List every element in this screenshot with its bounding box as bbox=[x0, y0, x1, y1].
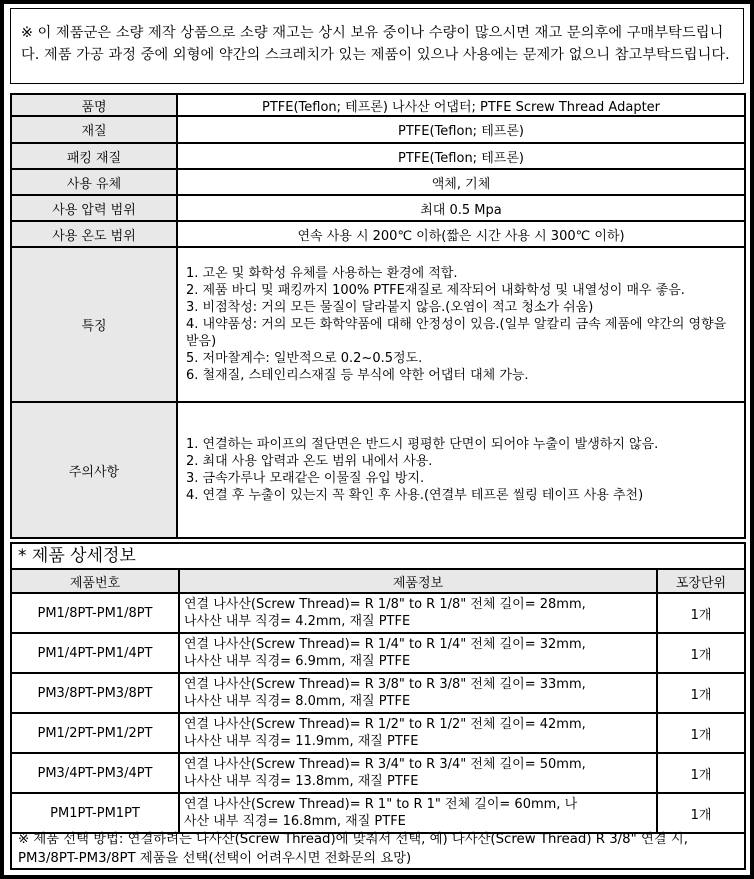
feature-line: 4. 내약품성: 거의 모든 화학약품에 대해 안정성이 있음.(일부 알칼리 금속 제품에 약간의 영향을 받음) bbox=[186, 317, 727, 349]
page bbox=[4, 4, 750, 875]
features-list bbox=[177, 247, 745, 402]
features-row bbox=[11, 247, 745, 402]
product-code: PM1/2PT-PM1/2PT bbox=[11, 713, 179, 753]
stock-notice: ※ 이 제품군은 소량 제작 상품으로 소량 재고는 상시 보유 중이나 수량이 많으시면 재고 문의후에 구매부탁드립니다. 제품 가공 과정 중에 외형에 약간의 스크레치가 있는 제품이 있으나 사용에는 문제가 없으니 참고부탁드립니다. bbox=[10, 8, 744, 84]
product-code: PM1PT-PM1PT bbox=[11, 793, 179, 833]
cautions-list bbox=[177, 402, 745, 538]
spec-value: PTFE(Teflon; 테프론) 나사산 어댑터; PTFE Screw Thread Adapter bbox=[177, 94, 745, 116]
product-row bbox=[11, 673, 745, 713]
product-code: PM3/4PT-PM3/4PT bbox=[11, 753, 179, 793]
product-info-line: 나사산 내부 직경= 13.8mm, 재질 PTFE bbox=[184, 774, 419, 789]
product-unit: 1개 bbox=[657, 673, 745, 713]
header-code: 제품번호 bbox=[11, 569, 179, 593]
spec-value: 액체, 기체 bbox=[177, 169, 745, 195]
caution-line: 1. 연결하는 파이프의 절단면은 반드시 평평한 단면이 되어야 누출이 발생하지 않음. bbox=[186, 437, 659, 452]
product-info bbox=[179, 673, 657, 713]
product-info-line: 연결 나사산(Screw Thread)= R 1/2" to R 1/2" 전체 길이= 42mm, bbox=[184, 717, 586, 732]
spec-row bbox=[11, 94, 745, 116]
product-unit: 1개 bbox=[657, 793, 745, 833]
product-info-line: 연결 나사산(Screw Thread)= R 1/4" to R 1/4" 전체 길이= 32mm, bbox=[184, 637, 586, 652]
caution-line: 3. 금속가루나 모래같은 이물질 유입 방지. bbox=[186, 471, 425, 486]
spec-row bbox=[11, 221, 745, 247]
product-unit: 1개 bbox=[657, 593, 745, 633]
product-info-line: 사산 내부 직경= 16.8mm, 재질 PTFE bbox=[184, 814, 406, 829]
product-unit: 1개 bbox=[657, 713, 745, 753]
header-info: 제품정보 bbox=[179, 569, 657, 593]
feature-line: 1. 고온 및 화학성 유체를 사용하는 환경에 적합. bbox=[186, 266, 458, 281]
product-info-line: 나사산 내부 직경= 8.0mm, 재질 PTFE bbox=[184, 694, 411, 709]
spec-row bbox=[11, 169, 745, 195]
product-info-line: 나사산 내부 직경= 6.9mm, 재질 PTFE bbox=[184, 654, 411, 669]
product-info bbox=[179, 713, 657, 753]
product-row bbox=[11, 713, 745, 753]
spec-row bbox=[11, 116, 745, 143]
product-info-line: 나사산 내부 직경= 11.9mm, 재질 PTFE bbox=[184, 734, 419, 749]
spec-label: 품명 bbox=[11, 94, 177, 116]
product-info bbox=[179, 753, 657, 793]
product-code: PM3/8PT-PM3/8PT bbox=[11, 673, 179, 713]
product-code: PM1/4PT-PM1/4PT bbox=[11, 633, 179, 673]
product-unit: 1개 bbox=[657, 633, 745, 673]
spec-value: PTFE(Teflon; 테프론) bbox=[177, 116, 745, 143]
feature-line: 3. 비점착성: 거의 모든 물질이 달라붙지 않음.(오염이 적고 청소가 쉬움) bbox=[186, 300, 594, 315]
product-table bbox=[10, 568, 746, 834]
product-info bbox=[179, 633, 657, 673]
spec-row bbox=[11, 143, 745, 169]
spec-label: 사용 압력 범위 bbox=[11, 195, 177, 221]
spec-label: 재질 bbox=[11, 116, 177, 143]
spec-row bbox=[11, 195, 745, 221]
product-info-line: 연결 나사산(Screw Thread)= R 1/8" to R 1/8" 전체 길이= 28mm, bbox=[184, 597, 586, 612]
product-info bbox=[179, 593, 657, 633]
product-row bbox=[11, 633, 745, 673]
spec-label: 패킹 재질 bbox=[11, 143, 177, 169]
product-header-row bbox=[11, 569, 745, 593]
features-label: 특징 bbox=[11, 247, 177, 402]
selection-guide: ※ 제품 선택 방법: 연결하려는 나사산(Screw Thread)에 맞춰서 선택, 예) 나사산(Screw Thread) R 3/8" 연결 시, PM3/8PT-PM3/8PT 제품을 선택(선택이 어려우시면 전화문의 요망) bbox=[10, 827, 746, 870]
feature-line: 6. 철재질, 스테인리스재질 등 부식에 약한 어댑터 대체 가능. bbox=[186, 368, 529, 383]
product-unit: 1개 bbox=[657, 753, 745, 793]
spec-value: PTFE(Teflon; 테프론) bbox=[177, 143, 745, 169]
header-unit: 포장단위 bbox=[657, 569, 745, 593]
caution-line: 4. 연결 후 누출이 있는지 꼭 확인 후 사용.(연결부 테프론 씰링 테이프 사용 추천) bbox=[186, 488, 644, 503]
product-info-line: 연결 나사산(Screw Thread)= R 1" to R 1" 전체 길이= 60mm, 나 bbox=[184, 797, 578, 812]
spec-label: 사용 온도 범위 bbox=[11, 221, 177, 247]
spec-value: 연속 사용 시 200℃ 이하(짧은 시간 사용 시 300℃ 이하) bbox=[177, 221, 745, 247]
spec-table bbox=[10, 93, 746, 539]
product-info-line: 연결 나사산(Screw Thread)= R 3/4" to R 3/4" 전체 길이= 50mm, bbox=[184, 757, 586, 772]
product-code: PM1/8PT-PM1/8PT bbox=[11, 593, 179, 633]
product-row bbox=[11, 753, 745, 793]
product-row bbox=[11, 593, 745, 633]
cautions-label: 주의사항 bbox=[11, 402, 177, 538]
feature-line: 2. 제품 바디 및 패킹까지 100% PTFE재질로 제작되어 내화학성 및 내열성이 매우 좋음. bbox=[186, 283, 685, 298]
product-info-line: 나사산 내부 직경= 4.2mm, 재질 PTFE bbox=[184, 614, 411, 629]
caution-line: 2. 최대 사용 압력과 온도 범위 내에서 사용. bbox=[186, 454, 433, 469]
cautions-row bbox=[11, 402, 745, 538]
feature-line: 5. 저마찰계수: 일반적으로 0.2~0.5정도. bbox=[186, 351, 423, 366]
spec-value: 최대 0.5 Mpa bbox=[177, 195, 745, 221]
spec-label: 사용 유체 bbox=[11, 169, 177, 195]
product-info-line: 연결 나사산(Screw Thread)= R 3/8" to R 3/8" 전체 길이= 33mm, bbox=[184, 677, 586, 692]
section-title: * 제품 상세정보 bbox=[10, 542, 746, 568]
